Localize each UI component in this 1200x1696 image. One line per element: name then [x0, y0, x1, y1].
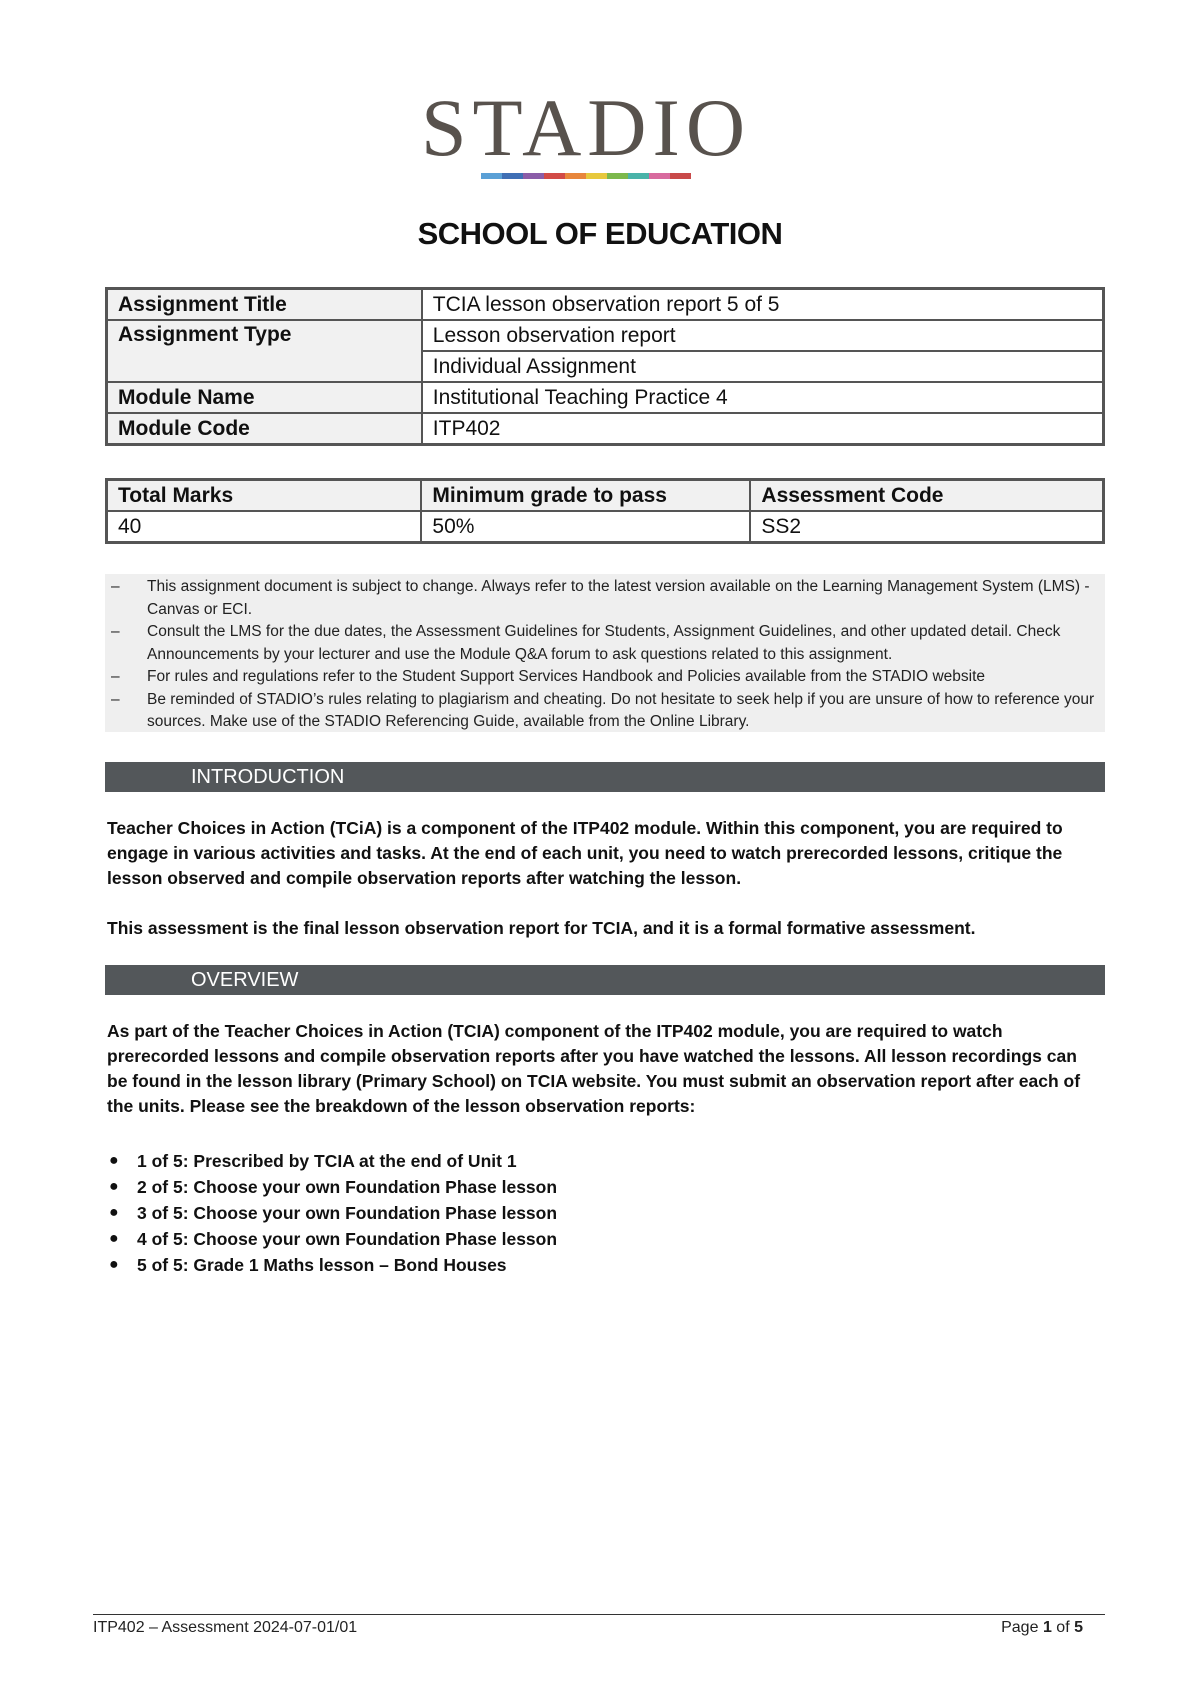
minimum-grade-value: 50%	[421, 511, 750, 543]
assessment-code-header: Assessment Code	[750, 480, 1103, 512]
notice-item: – Be reminded of STADIO’s rules relating to plagiarism and cheating. Do not hesitate to seek help if you are unsure of how to reference your sources. Make use of the STADIO Referencing Guide, available from the Online Library.	[111, 690, 1095, 730]
list-item: ● 3 of 5: Choose your own Foundation Phase lesson	[109, 1203, 558, 1223]
module-name-value: Institutional Teaching Practice 4	[422, 382, 1104, 413]
introduction-paragraph: Teacher Choices in Action (TCiA) is a component of the ITP402 module. Within this component, you are required to engage in various activities and tasks. At the end of each unit, you need to watch prerecorded lessons, critique the lesson observed and compile observation reports after watching the lesson.	[107, 818, 1063, 888]
footer-page-number: Page 1 of 5	[1001, 1619, 1083, 1636]
table-row	[107, 320, 1104, 351]
logo-bar-segment	[586, 173, 607, 179]
school-title: SCHOOL OF EDUCATION	[417, 216, 783, 251]
table-header-row	[107, 480, 1104, 512]
table-row	[107, 289, 1104, 321]
total-marks-header: Total Marks	[107, 480, 422, 512]
assignment-info-table	[105, 287, 1105, 446]
notice-box	[105, 574, 1105, 732]
table-row	[107, 382, 1104, 413]
minimum-grade-header: Minimum grade to pass	[421, 480, 750, 512]
assignment-type-value: Individual Assignment	[422, 351, 1104, 382]
logo-bar-segment	[481, 173, 502, 179]
logo-bar-segment	[670, 173, 691, 179]
overview-heading: OVERVIEW	[105, 965, 1105, 995]
notice-item: – Consult the LMS for the due dates, the Assessment Guidelines for Students, Assignment Guidelines, and other updated detail. Check Announcements by your lecturer and use the Module Q&A forum to ask questions related to this assignment.	[111, 623, 1061, 663]
logo-bar-segment	[565, 173, 586, 179]
logo-bar-segment	[502, 173, 523, 179]
table-row	[107, 413, 1104, 445]
assignment-type-label: Assignment Type	[107, 320, 422, 382]
introduction-paragraph: This assessment is the final lesson observation report for TCIA, and it is a formal formative assessment.	[107, 918, 976, 938]
logo-bar-segment	[523, 173, 544, 179]
logo-bar-segment	[628, 173, 649, 179]
logo-bar-segment	[649, 173, 670, 179]
footer-divider	[93, 1614, 1105, 1615]
module-name-label: Module Name	[107, 382, 422, 413]
assignment-title-label: Assignment Title	[107, 289, 422, 321]
total-marks-value: 40	[107, 511, 422, 543]
list-item: ● 4 of 5: Choose your own Foundation Phase lesson	[109, 1229, 558, 1249]
assessment-code-value: SS2	[750, 511, 1103, 543]
footer-document-code: ITP402 – Assessment 2024-07-01/01	[93, 1619, 358, 1636]
assignment-title-value: TCIA lesson observation report 5 of 5	[422, 289, 1104, 321]
stadio-logo	[408, 82, 764, 179]
notice-item: – For rules and regulations refer to the Student Support Services Handbook and Policies available from the STADIO website	[111, 668, 986, 685]
module-code-label: Module Code	[107, 413, 422, 445]
list-item: ● 1 of 5: Prescribed by TCIA at the end of Unit 1	[109, 1151, 517, 1171]
logo-bar-segment	[607, 173, 628, 179]
notice-item: – This assignment document is subject to change. Always refer to the latest version available on the Learning Management System (LMS) - Canvas or ECI.	[111, 578, 1090, 618]
marks-table	[105, 478, 1105, 544]
logo-wordmark: STADIO	[420, 82, 752, 173]
logo-color-bar	[408, 173, 764, 179]
table-row	[107, 511, 1104, 543]
introduction-heading: INTRODUCTION	[105, 762, 1105, 792]
list-item: ● 5 of 5: Grade 1 Maths lesson – Bond Houses	[109, 1255, 507, 1275]
module-code-value: ITP402	[422, 413, 1104, 445]
list-item: ● 2 of 5: Choose your own Foundation Phase lesson	[109, 1177, 558, 1197]
overview-paragraph: As part of the Teacher Choices in Action (TCIA) component of the ITP402 module, you are required to watch prerecorded lessons and compile observation reports after you have watched the lessons. All lesson recordings can be found in the lesson library (Primary School) on TCIA website. You must submit an observation report after each of the units. Please see the breakdown of the lesson observation reports:	[107, 1021, 1081, 1116]
logo-bar-segment	[544, 173, 565, 179]
assignment-type-value: Lesson observation report	[422, 320, 1104, 351]
report-breakdown-list	[107, 1148, 1097, 1278]
